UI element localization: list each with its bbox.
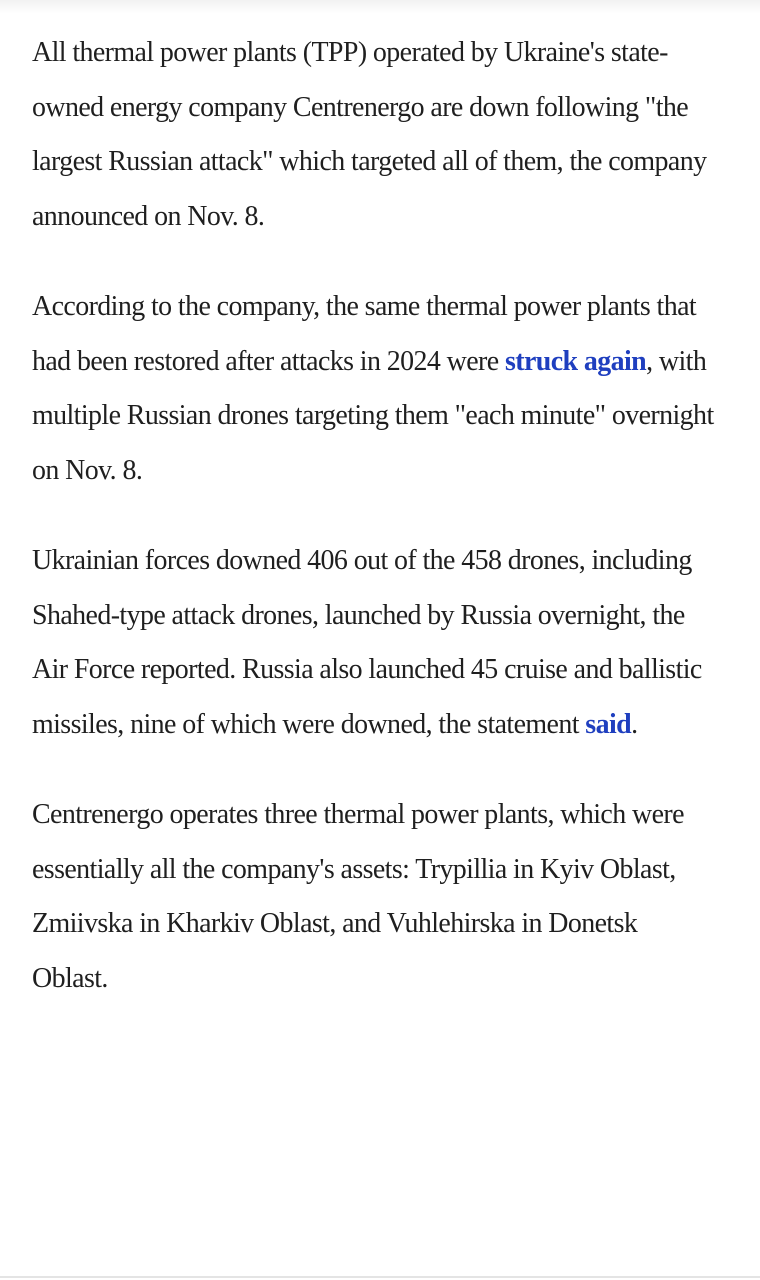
paragraph-text: , with multiple Russian drones targeting them "each minute" overnight on Nov. 8. <box>32 345 714 486</box>
paragraph-text: All thermal power plants (TPP) operated by Ukraine's state-owned energy company Centrenergo are down following "the largest Russian attack" which targeted all of them, the company announced on Nov. 8. <box>32 37 707 232</box>
paragraph-text: . <box>631 708 638 740</box>
paragraph-struck-again <box>32 280 718 498</box>
divider <box>0 1276 760 1278</box>
top-shadow <box>0 0 760 14</box>
paragraph-text: Ukrainian forces downed 406 out of the 458 drones, including Shahed-type attack drones, launched by Russia overnight, the Air Force reported. Russia also launched 45 cruise and ballistic missiles, nine of which were downed, the statement <box>32 545 702 740</box>
paragraph-centrenergo-down <box>32 26 718 244</box>
struck-again-link[interactable]: struck again <box>504 345 647 377</box>
article-body <box>32 26 718 1042</box>
paragraph-text: Centrenergo operates three thermal power plants, which were essentially all the company's assets: Trypillia in Kyiv Oblast, Zmiivska in Kharkiv Oblast, and Vuhlehirska in Donetsk Oblast. <box>32 799 684 994</box>
paragraph-centrenergo-assets <box>32 788 718 1006</box>
paragraph-text: According to the company, the same thermal power plants that had been restored after attacks in 2024 were <box>32 291 697 377</box>
said-link[interactable]: said <box>585 708 632 740</box>
paragraph-drones-downed <box>32 534 718 752</box>
